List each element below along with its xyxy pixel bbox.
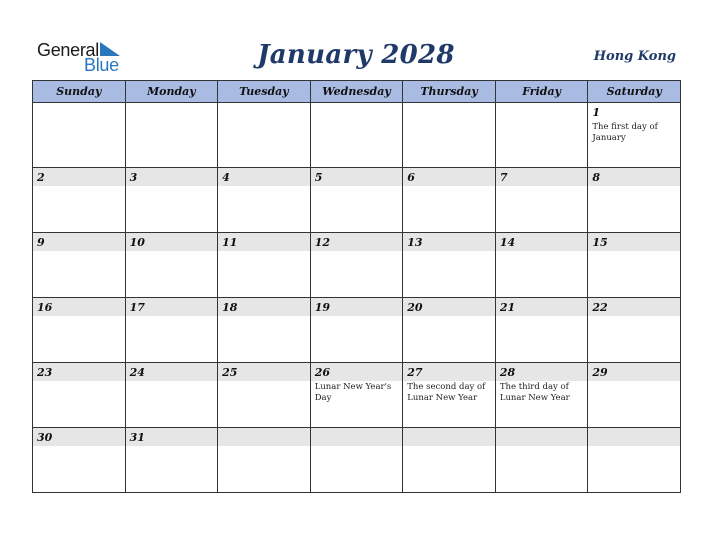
day-cell xyxy=(310,103,403,168)
weekday-header: Saturday xyxy=(588,81,681,103)
day-cell xyxy=(218,298,311,363)
day-number: 19 xyxy=(314,301,330,314)
day-number-band xyxy=(496,168,588,186)
day-cell xyxy=(218,428,311,493)
weekday-header: Sunday xyxy=(33,81,126,103)
day-cell xyxy=(403,298,496,363)
holiday-label: The third day of Lunar New Year xyxy=(499,382,570,403)
day-number-band xyxy=(311,428,403,446)
day-cell xyxy=(125,428,218,493)
day-number-band xyxy=(403,103,495,121)
day-cell xyxy=(310,298,403,363)
day-number-band xyxy=(126,103,218,121)
day-number: 17 xyxy=(129,301,145,314)
day-number: 21 xyxy=(499,301,516,314)
day-number: 1 xyxy=(592,106,601,119)
day-cell xyxy=(495,168,588,233)
page-title: January 2028 xyxy=(257,40,455,70)
day-number: 8 xyxy=(592,171,601,184)
day-cell xyxy=(218,168,311,233)
day-cell xyxy=(588,298,681,363)
day-cell xyxy=(125,363,218,428)
day-number: 20 xyxy=(407,301,423,314)
day-cell xyxy=(33,233,126,298)
day-number: 31 xyxy=(129,431,145,444)
day-cell xyxy=(403,233,496,298)
holiday-label: The first day of January xyxy=(592,122,658,143)
day-number: 16 xyxy=(37,301,53,314)
day-cell xyxy=(310,233,403,298)
week-row xyxy=(33,233,681,298)
day-number: 7 xyxy=(499,171,508,184)
day-number: 11 xyxy=(222,236,238,249)
day-number-band xyxy=(588,428,680,446)
calendar-grid xyxy=(32,80,681,493)
day-number-band xyxy=(33,103,125,121)
weekday-header: Thursday xyxy=(403,81,496,103)
day-number: 5 xyxy=(314,171,323,184)
day-number: 2 xyxy=(37,171,45,184)
day-number: 9 xyxy=(37,236,45,249)
week-row xyxy=(33,428,681,493)
day-number-band xyxy=(218,428,310,446)
day-cell xyxy=(310,428,403,493)
day-cell xyxy=(588,233,681,298)
day-number: 25 xyxy=(222,366,238,379)
day-number: 3 xyxy=(129,171,138,184)
country-label: Hong Kong xyxy=(593,49,676,64)
day-number: 10 xyxy=(129,236,145,249)
day-number: 27 xyxy=(407,366,423,379)
weekday-header: Friday xyxy=(495,81,588,103)
day-cell xyxy=(218,363,311,428)
day-cell xyxy=(588,103,681,168)
day-number: 18 xyxy=(222,301,238,314)
weekday-header-row xyxy=(33,81,681,103)
day-number: 4 xyxy=(222,171,230,184)
day-number: 28 xyxy=(499,366,516,379)
day-number: 22 xyxy=(592,301,608,314)
day-cell xyxy=(588,428,681,493)
day-number-band xyxy=(588,168,680,186)
day-cell xyxy=(125,233,218,298)
day-number: 6 xyxy=(407,171,415,184)
day-cell xyxy=(33,428,126,493)
day-number-band xyxy=(218,168,310,186)
day-cell xyxy=(588,363,681,428)
day-number-band xyxy=(33,233,125,251)
day-number-band xyxy=(496,428,588,446)
day-cell xyxy=(403,103,496,168)
day-cell xyxy=(495,363,588,428)
weekday-header: Wednesday xyxy=(310,81,403,103)
logo-text-general: General xyxy=(37,40,99,60)
day-number-band xyxy=(588,103,680,121)
day-number-band xyxy=(218,103,310,121)
day-cell xyxy=(495,103,588,168)
day-cell xyxy=(33,168,126,233)
day-number: 23 xyxy=(37,366,53,379)
day-number: 26 xyxy=(314,366,330,379)
day-number-band xyxy=(403,168,495,186)
day-cell xyxy=(125,103,218,168)
day-number-band xyxy=(126,168,218,186)
day-cell xyxy=(495,298,588,363)
day-number: 15 xyxy=(592,236,608,249)
day-number-band xyxy=(496,103,588,121)
holiday-label: The second day of Lunar New Year xyxy=(407,382,486,403)
day-number-band xyxy=(311,103,403,121)
holiday-label: Lunar New Year's Day xyxy=(314,382,392,403)
week-row xyxy=(33,363,681,428)
day-cell xyxy=(125,298,218,363)
day-number-band xyxy=(311,168,403,186)
day-cell xyxy=(218,233,311,298)
day-cell xyxy=(33,103,126,168)
day-number-band xyxy=(403,428,495,446)
calendar-body xyxy=(33,103,681,493)
logo-text-blue: Blue xyxy=(84,55,119,75)
day-cell xyxy=(403,168,496,233)
week-row xyxy=(33,168,681,233)
day-cell xyxy=(33,298,126,363)
day-cell xyxy=(33,363,126,428)
weekday-header: Monday xyxy=(125,81,218,103)
day-number: 30 xyxy=(37,431,53,444)
day-cell xyxy=(403,363,496,428)
day-cell xyxy=(403,428,496,493)
week-row xyxy=(33,103,681,168)
day-cell xyxy=(495,428,588,493)
day-cell xyxy=(218,103,311,168)
week-row xyxy=(33,298,681,363)
day-number: 14 xyxy=(499,236,516,249)
day-number-band xyxy=(33,168,125,186)
day-number: 29 xyxy=(592,366,608,379)
day-number: 12 xyxy=(314,236,330,249)
day-cell xyxy=(310,168,403,233)
day-number: 13 xyxy=(407,236,423,249)
weekday-header: Tuesday xyxy=(218,81,311,103)
day-cell xyxy=(310,363,403,428)
day-cell xyxy=(588,168,681,233)
day-cell xyxy=(495,233,588,298)
day-number: 24 xyxy=(129,366,145,379)
day-cell xyxy=(125,168,218,233)
